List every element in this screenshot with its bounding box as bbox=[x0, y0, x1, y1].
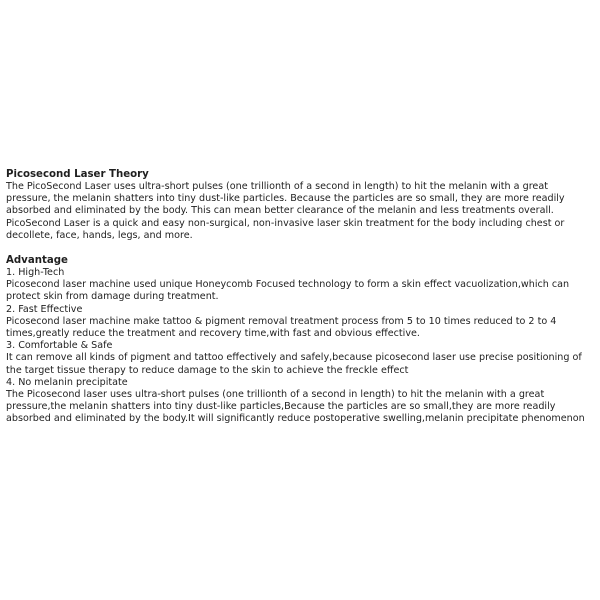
theory-section bbox=[6, 168, 594, 242]
advantage-item-title-1: 1. High-Tech bbox=[6, 267, 65, 279]
advantage-heading: Advantage bbox=[6, 255, 68, 267]
advantage-item-body-2: Picosecond laser machine make tattoo & pigment removal treatment process from 5 to 10 times reduced to 2 to 4 times,greatly reduce the treatment and recovery time,with fast and obvious effective. bbox=[6, 315, 557, 340]
advantage-item-title-4: 4. No melanin precipitate bbox=[6, 376, 128, 388]
theory-paragraph-2: PicoSecond Laser is a quick and easy non-surgical, non-invasive laser skin treatment for the body including chest or decollete, face, hands, legs, and more. bbox=[6, 217, 565, 241]
theory-paragraph-1: The PicoSecond Laser uses ultra-short pulses (one trillionth of a second in length) to hit the melanin with a great pressure, the melanin shatters into tiny dust-like particles. Because the particles are so small, they are more readily absorbed and eliminated by the body. This can mean better clearance of the melanin and less treatments overall. bbox=[6, 181, 565, 217]
advantage-item-body-3: It can remove all kinds of pigment and tattoo effectively and safely,because picosecond laser use precise positioning of the target tissue therapy to reduce damage to the skin to achieve the freckle effect bbox=[6, 352, 582, 376]
advantage-item-body-4: The Picosecond laser uses ultra-short pulses (one trillionth of a second in length) to hit the melanin with a great pressure,the melanin shatters into tiny dust-like particles,Because the particles are so small,they are more readily absorbed and eliminated by the body.It will significantly reduce postoperative swelling,melanin precipitate phenomenon bbox=[6, 389, 585, 425]
advantage-item-body-1: Picosecond laser machine used unique Honeycomb Focused technology to form a skin effect vacuolization,which can protect skin from damage during treatment. bbox=[6, 279, 570, 303]
advantage-item-title-3: 3. Comfortable & Safe bbox=[6, 340, 113, 352]
theory-heading: Picosecond Laser Theory bbox=[6, 169, 149, 180]
advantage-section bbox=[6, 254, 594, 426]
advantage-item-title-2: 2. Fast Effective bbox=[6, 303, 83, 315]
